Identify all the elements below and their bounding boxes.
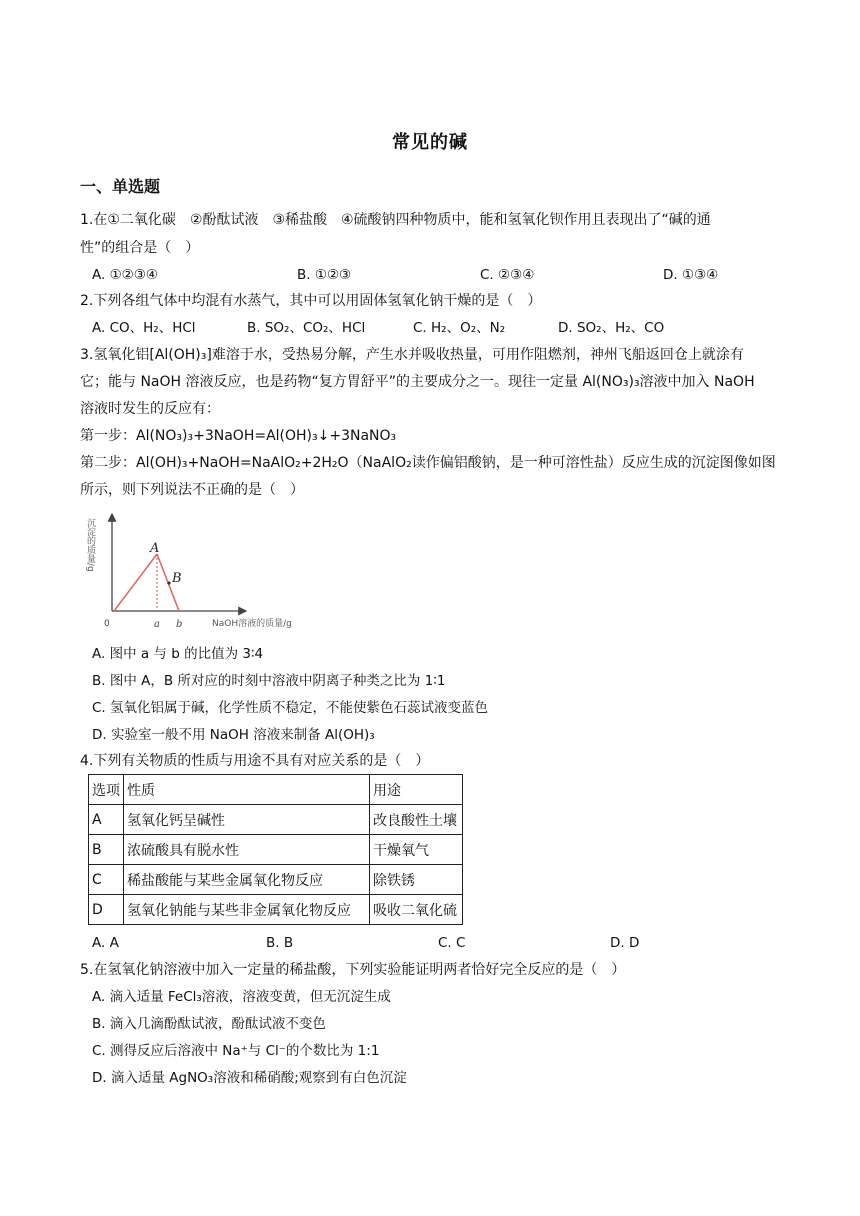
q5-option-b: B. 滴入几滴酚酞试液，酚酞试液不变色 [92,1016,326,1032]
precipitate-mass-graph [84,508,324,634]
table-cell: 氢氧化钠能与某些非金属氧化物反应 [124,895,370,925]
table-cell: D [89,895,124,925]
q1-option-b: B. ①②③ [297,267,352,283]
y-axis-label: 沉淀的质量/g [85,518,95,572]
table-header-cell: 选项 [89,775,124,805]
q2-option-c: C. H₂、O₂、N₂ [413,320,506,336]
tick-b-label: b [176,619,183,630]
point-b-label: B [172,571,182,586]
q5-option-c: C. 测得反应后溶液中 Na⁺与 Cl⁻的个数比为 1:1 [92,1043,380,1059]
table-cell: 干燥氧气 [370,835,463,865]
q3-stem-line-3: 溶液时发生的反应有： [80,401,220,417]
table-cell: 除铁锈 [370,865,463,895]
q3-stem-line-4: 所示，则下列说法不正确的是（ ） [80,482,304,498]
q5-option-a: A. 滴入适量 FeCl₃溶液，溶液变黄，但无沉淀生成 [92,989,391,1005]
q3-option-c: C. 氢氧化铝属于碱，化学性质不稳定，不能使紫色石蕊试液变蓝色 [92,700,489,716]
table-cell: A [89,805,124,835]
q1-option-c: C. ②③④ [480,267,535,283]
table-header-row [89,775,463,805]
q3-step-2: 第二步：Al(OH)₃+NaOH=NaAlO₂+2H₂O（NaAlO₂读作偏铝酸钠，是一种可溶性盐）反应生成的沉淀图像如图 [80,455,776,471]
q5-stem: 5.在氢氧化钠溶液中加入一定量的稀盐酸，下列实验能证明两者恰好完全反应的是（ ） [80,962,626,978]
graph-svg [84,508,324,634]
q4-stem: 4.下列有关物质的性质与用途不具有对应关系的是（ ） [80,753,430,769]
q4-option-b: B. B [266,935,294,951]
x-axis-label: NaOH溶液的质量/g [212,619,292,629]
q1-option-d: D. ①③④ [663,267,719,283]
q3-step-1: 第一步：Al(NO₃)₃+3NaOH=Al(OH)₃↓+3NaNO₃ [80,428,397,444]
page-title: 常见的碱 [392,132,468,153]
table-cell: 浓硫酸具有脱水性 [124,835,370,865]
q3-option-a: A. 图中 a 与 b 的比值为 3∶4 [92,646,264,662]
q3-option-b: B. 图中 A，B 所对应的时刻中溶液中阴离子种类之比为 1∶1 [92,673,446,689]
point-a-label: A [150,541,160,556]
rise-segment [114,554,157,611]
table-cell: 改良酸性土壤 [370,805,463,835]
q5-option-d: D. 滴入适量 AgNO₃溶液和稀硝酸;观察到有白色沉淀 [92,1070,407,1086]
origin-label: 0 [104,619,110,629]
table-cell: B [89,835,124,865]
q4-option-c: C. C [438,935,466,951]
q2-option-d: D. SO₂、H₂、CO [558,320,665,336]
table-cell: C [89,865,124,895]
properties-uses-table [88,774,463,925]
section-heading: 一、单选题 [80,177,161,196]
q1-stem-line-1: 1.在①二氧化碳 ②酚酞试液 ③稀盐酸 ④硫酸钠四种物质中，能和氢氧化钡作用且表现出了“碱的通 [80,212,711,228]
q2-stem: 2.下列各组气体中均混有水蒸气，其中可以用固体氢氧化钠干燥的是（ ） [80,293,542,309]
table-row [89,835,463,865]
table-cell: 氢氧化钙呈碱性 [124,805,370,835]
q3-stem-line-2: 它；能与 NaOH 溶液反应，也是药物“复方胃舒平”的主要成分之一。现往一定量 Al(NO₃)₃溶液中加入 NaOH [80,374,755,390]
q3-stem-line-1: 3.氢氧化铝[Al(OH)₃]难溶于水，受热易分解，产生水并吸收热量，可用作阻燃剂，神州飞船返回仓上就涂有 [80,347,744,363]
q4-option-d: D. D [610,935,640,951]
tick-a-label: a [154,619,160,630]
q4-option-a: A. A [92,935,119,951]
q1-option-a: A. ①②③④ [92,267,158,283]
q3-option-d: D. 实验室一般不用 NaOH 溶液来制备 Al(OH)₃ [92,727,375,743]
table-row [89,805,463,835]
table-cell: 吸收二氧化硫 [370,895,463,925]
table-row [89,865,463,895]
table-header-cell: 性质 [124,775,370,805]
q2-option-a: A. CO、H₂、HCl [92,320,196,336]
q1-stem-line-2: 性”的组合是（ ） [80,240,200,256]
table-row [89,895,463,925]
q2-option-b: B. SO₂、CO₂、HCl [247,320,366,336]
point-b-dot [167,581,170,584]
table-header-cell: 用途 [370,775,463,805]
table-cell: 稀盐酸能与某些金属氧化物反应 [124,865,370,895]
